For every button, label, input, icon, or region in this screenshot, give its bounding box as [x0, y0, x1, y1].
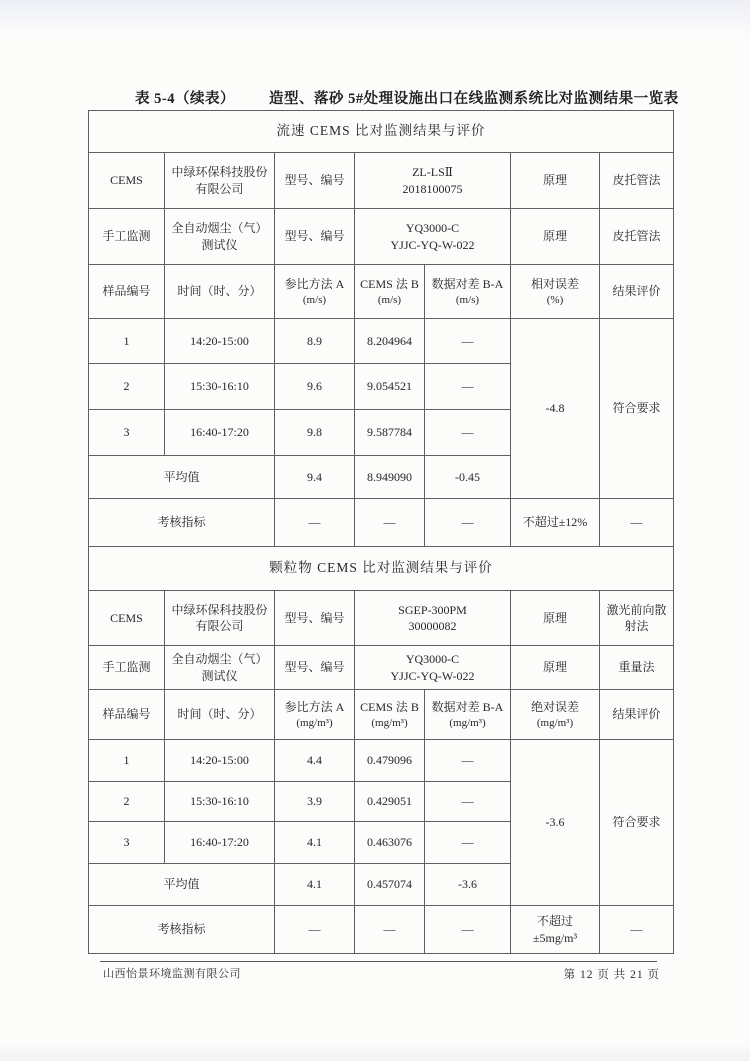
dust-col-diff: 数据对差 B-A (mg/m³) [425, 690, 511, 740]
dust-manual-serial: YJJC-YQ-W-022 [390, 668, 475, 683]
flow-col-cems-unit: (m/s) [377, 293, 402, 306]
flow-assessment-eval: — [600, 499, 674, 547]
flow-col-ref-unit: (m/s) [302, 293, 327, 306]
dust-r1-ref: 4.4 [275, 740, 355, 782]
flow-cems-principle-label: 原理 [511, 153, 600, 209]
flow-r2-time: 15:30-16:10 [165, 364, 275, 410]
flow-data-row [89, 319, 674, 364]
flow-r1-cems: 8.204964 [355, 319, 425, 364]
flow-r2-no: 2 [89, 364, 165, 410]
flow-r1-diff: — [425, 319, 511, 364]
dust-assessment-eval: — [600, 906, 674, 954]
dust-data-row [89, 740, 674, 782]
flow-section-title: 流速 CEMS 比对监测结果与评价 [89, 111, 674, 153]
flow-r1-time: 14:20-15:00 [165, 319, 275, 364]
dust-manual-instrument: 全自动烟尘（气）测试仪 [165, 646, 275, 690]
footer-page-number: 第 12 页 共 21 页 [563, 969, 660, 981]
dust-assessment-cems: — [355, 906, 425, 954]
dust-col-diff-unit: (mg/m³) [449, 716, 486, 729]
dust-cems-serial: 30000082 [408, 619, 457, 633]
dust-r1-cems: 0.479096 [355, 740, 425, 782]
dust-col-cems: CEMS 法 B (mg/m³) [355, 690, 425, 740]
flow-assessment-row [89, 499, 674, 547]
dust-r3-no: 3 [89, 822, 165, 864]
dust-average-label: 平均值 [89, 864, 275, 906]
dust-r2-time: 15:30-16:10 [165, 782, 275, 822]
dust-cems-model: SGEP-300PM [398, 602, 467, 617]
flow-r2-cems: 9.054521 [355, 364, 425, 410]
cems-comparison-table [88, 110, 674, 954]
dust-col-ref: 参比方法 A (mg/m³) [275, 690, 355, 740]
flow-r1-no: 1 [89, 319, 165, 364]
flow-average-diff: -0.45 [425, 456, 511, 499]
dust-r3-time: 16:40-17:20 [165, 822, 275, 864]
dust-manual-model: YQ3000-C [405, 652, 460, 667]
table-title [135, 87, 679, 108]
flow-col-diff: 数据对差 B-A (m/s) [425, 265, 511, 319]
flow-col-sample: 样品编号 [89, 265, 165, 319]
flow-average-ref: 9.4 [275, 456, 355, 499]
flow-manual-instrument: 全自动烟尘（气）测试仪 [165, 209, 275, 265]
dust-col-cems-unit: (mg/m³) [371, 716, 408, 729]
flow-cems-serial: 2018100075 [402, 181, 463, 196]
dust-r1-time: 14:20-15:00 [165, 740, 275, 782]
dust-r3-ref: 4.1 [275, 822, 355, 864]
dust-manual-label: 手工监测 [89, 646, 165, 690]
dust-evaluation: 符合要求 [600, 740, 674, 906]
dust-col-time: 时间（时、分） [165, 690, 275, 740]
dust-cems-principle: 激光前向散射法 [600, 591, 674, 646]
dust-manual-model-label: 型号、编号 [275, 646, 355, 690]
dust-col-error-unit: (mg/m³) [536, 716, 574, 729]
flow-average-cems: 8.949090 [355, 456, 425, 499]
table-number-label: 表 5-4（续表） [135, 91, 235, 107]
dust-assessment-diff: — [425, 906, 511, 954]
flow-assessment-label: 考核指标 [89, 499, 275, 547]
flow-col-error: 相对误差 (%) [511, 265, 600, 319]
flow-r2-ref: 9.6 [275, 364, 355, 410]
flow-col-time: 时间（时、分） [165, 265, 275, 319]
dust-col-error: 绝对误差 (mg/m³) [511, 690, 600, 740]
flow-manual-principle: 皮托管法 [600, 209, 674, 265]
dust-r2-no: 2 [89, 782, 165, 822]
dust-manual-principle-label: 原理 [511, 646, 600, 690]
dust-cems-principle-label: 原理 [511, 591, 600, 646]
flow-manual-model-label: 型号、编号 [275, 209, 355, 265]
flow-relative-error: -4.8 [511, 319, 600, 499]
flow-col-diff-unit: (m/s) [455, 293, 480, 306]
dust-cems-model-label: 型号、编号 [275, 591, 355, 646]
flow-r3-cems: 9.587784 [355, 410, 425, 456]
flow-r3-no: 3 [89, 410, 165, 456]
dust-r1-diff: — [425, 740, 511, 782]
flow-r1-ref: 8.9 [275, 319, 355, 364]
dust-r2-diff: — [425, 782, 511, 822]
flow-manual-serial: YJJC-YQ-W-022 [390, 237, 475, 252]
flow-assessment-ref: — [275, 499, 355, 547]
dust-assessment-limit: 不超过±5mg/m³ [511, 906, 600, 954]
dust-average-diff: -3.6 [425, 864, 511, 906]
flow-cems-model-label: 型号、编号 [275, 153, 355, 209]
flow-cems-principle: 皮托管法 [600, 153, 674, 209]
dust-average-cems: 0.457074 [355, 864, 425, 906]
flow-manual-principle-label: 原理 [511, 209, 600, 265]
flow-assessment-cems: — [355, 499, 425, 547]
dust-average-ref: 4.1 [275, 864, 355, 906]
dust-manual-model-serial [355, 646, 511, 690]
dust-absolute-error: -3.6 [511, 740, 600, 906]
flow-assessment-limit: 不超过±12% [511, 499, 600, 547]
dust-col-ref-unit: (mg/m³) [296, 716, 333, 729]
dust-r1-no: 1 [89, 740, 165, 782]
dust-col-eval: 结果评价 [600, 690, 674, 740]
dust-assessment-ref: — [275, 906, 355, 954]
flow-col-error-unit: (%) [546, 293, 564, 306]
dust-r3-cems: 0.463076 [355, 822, 425, 864]
dust-col-sample: 样品编号 [89, 690, 165, 740]
flow-col-ref: 参比方法 A (m/s) [275, 265, 355, 319]
flow-cems-manufacturer: 中绿环保科技股份有限公司 [165, 153, 275, 209]
dust-cems-model-serial [355, 591, 511, 646]
dust-assessment-label: 考核指标 [89, 906, 275, 954]
footer-rule [100, 961, 657, 962]
flow-col-eval: 结果评价 [600, 265, 674, 319]
dust-cems-manufacturer: 中绿环保科技股份有限公司 [165, 591, 275, 646]
footer-company-name: 山西怡景环境监测有限公司 [103, 968, 241, 980]
dust-r2-cems: 0.429051 [355, 782, 425, 822]
dust-manual-principle: 重量法 [600, 646, 674, 690]
flow-manual-model-serial [355, 209, 511, 265]
dust-r3-diff: — [425, 822, 511, 864]
flow-average-label: 平均值 [89, 456, 275, 499]
flow-manual-label: 手工监测 [89, 209, 165, 265]
flow-r3-ref: 9.8 [275, 410, 355, 456]
flow-evaluation: 符合要求 [600, 319, 674, 499]
flow-assessment-diff: — [425, 499, 511, 547]
dust-assessment-row [89, 906, 674, 954]
flow-cems-model: ZL-LSⅡ [412, 165, 453, 180]
dust-section-title: 颗粒物 CEMS 比对监测结果与评价 [89, 547, 674, 591]
flow-cems-model-serial [355, 153, 511, 209]
table-title-text: 造型、落砂 5#处理设施出口在线监测系统比对监测结果一览表 [268, 91, 679, 107]
dust-cems-label: CEMS [89, 591, 165, 646]
flow-r3-diff: — [425, 410, 511, 456]
dust-r2-ref: 3.9 [275, 782, 355, 822]
flow-r2-diff: — [425, 364, 511, 410]
flow-manual-model: YQ3000-C [405, 221, 460, 236]
flow-cems-label: CEMS [89, 153, 165, 209]
flow-r3-time: 16:40-17:20 [165, 410, 275, 456]
flow-col-cems: CEMS 法 B (m/s) [355, 265, 425, 319]
